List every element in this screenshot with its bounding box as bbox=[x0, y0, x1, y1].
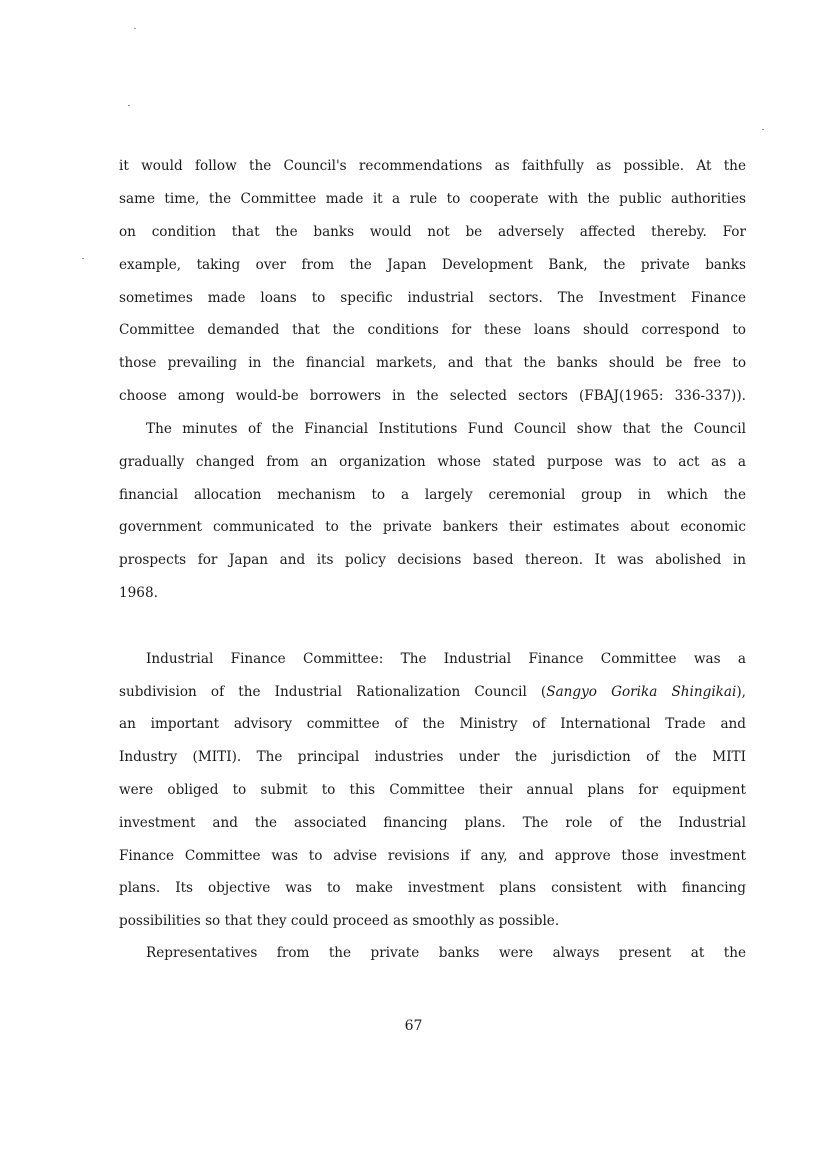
text-line: financial allocation mechanism to a largely ceremonial group in which the bbox=[119, 487, 746, 503]
text-line: investment and the associated financing plans. The role of the Industrial bbox=[119, 815, 746, 831]
text-line: example, taking over from the Japan Development Bank, the private banks bbox=[119, 257, 746, 273]
text-line: gradually changed from an organization whose stated purpose was to act as a bbox=[119, 454, 746, 470]
text-line: sometimes made loans to specific industrial sectors. The Investment Finance bbox=[119, 290, 746, 306]
text-run: ), bbox=[736, 684, 746, 700]
italic-term: Sangyo Gorika Shingikai bbox=[546, 684, 737, 700]
text-line: possibilities so that they could proceed as smoothly as possible. bbox=[119, 913, 560, 929]
scan-speck bbox=[82, 258, 84, 259]
text-line: prospects for Japan and its policy decisions based thereon. It was abolished in bbox=[119, 552, 746, 568]
text-line: Representatives from the private banks were always present at the bbox=[146, 945, 746, 961]
text-line: Industrial Finance Committee: The Industrial Finance Committee was a bbox=[146, 651, 746, 667]
text-line: Finance Committee was to advise revisions if any, and approve those investment bbox=[119, 848, 746, 864]
text-line: plans. Its objective was to make investment plans consistent with financing bbox=[119, 880, 746, 896]
text-line: Industry (MITI). The principal industries under the jurisdiction of the MITI bbox=[119, 749, 746, 765]
text-line: The minutes of the Financial Institutions Fund Council show that the Council bbox=[146, 421, 746, 437]
text-line: on condition that the banks would not be adversely affected thereby. For bbox=[119, 224, 746, 240]
text-line: 1968. bbox=[119, 585, 158, 601]
text-line: were obliged to submit to this Committee their annual plans for equipment bbox=[119, 782, 746, 798]
text-line: same time, the Committee made it a rule to cooperate with the public authorities bbox=[119, 191, 746, 207]
text-line: it would follow the Council's recommendations as faithfully as possible. At the bbox=[119, 158, 746, 174]
text-line: Committee demanded that the conditions for these loans should correspond to bbox=[119, 322, 746, 338]
text-line: government communicated to the private bankers their estimates about economic bbox=[119, 519, 746, 535]
text-line: those prevailing in the financial markets, and that the banks should be free to bbox=[119, 355, 746, 371]
text-line: an important advisory committee of the Ministry of International Trade and bbox=[119, 716, 746, 732]
text-line: choose among would-be borrowers in the selected sectors (FBAJ(1965: 336-337)). bbox=[119, 388, 746, 404]
text-run: subdivision of the Industrial Rationalization Council ( bbox=[119, 684, 547, 700]
scan-speck bbox=[134, 28, 136, 29]
scan-speck bbox=[762, 129, 764, 130]
text-line bbox=[119, 682, 746, 702]
page-number: 67 bbox=[404, 1018, 423, 1034]
scan-speck bbox=[128, 105, 130, 106]
